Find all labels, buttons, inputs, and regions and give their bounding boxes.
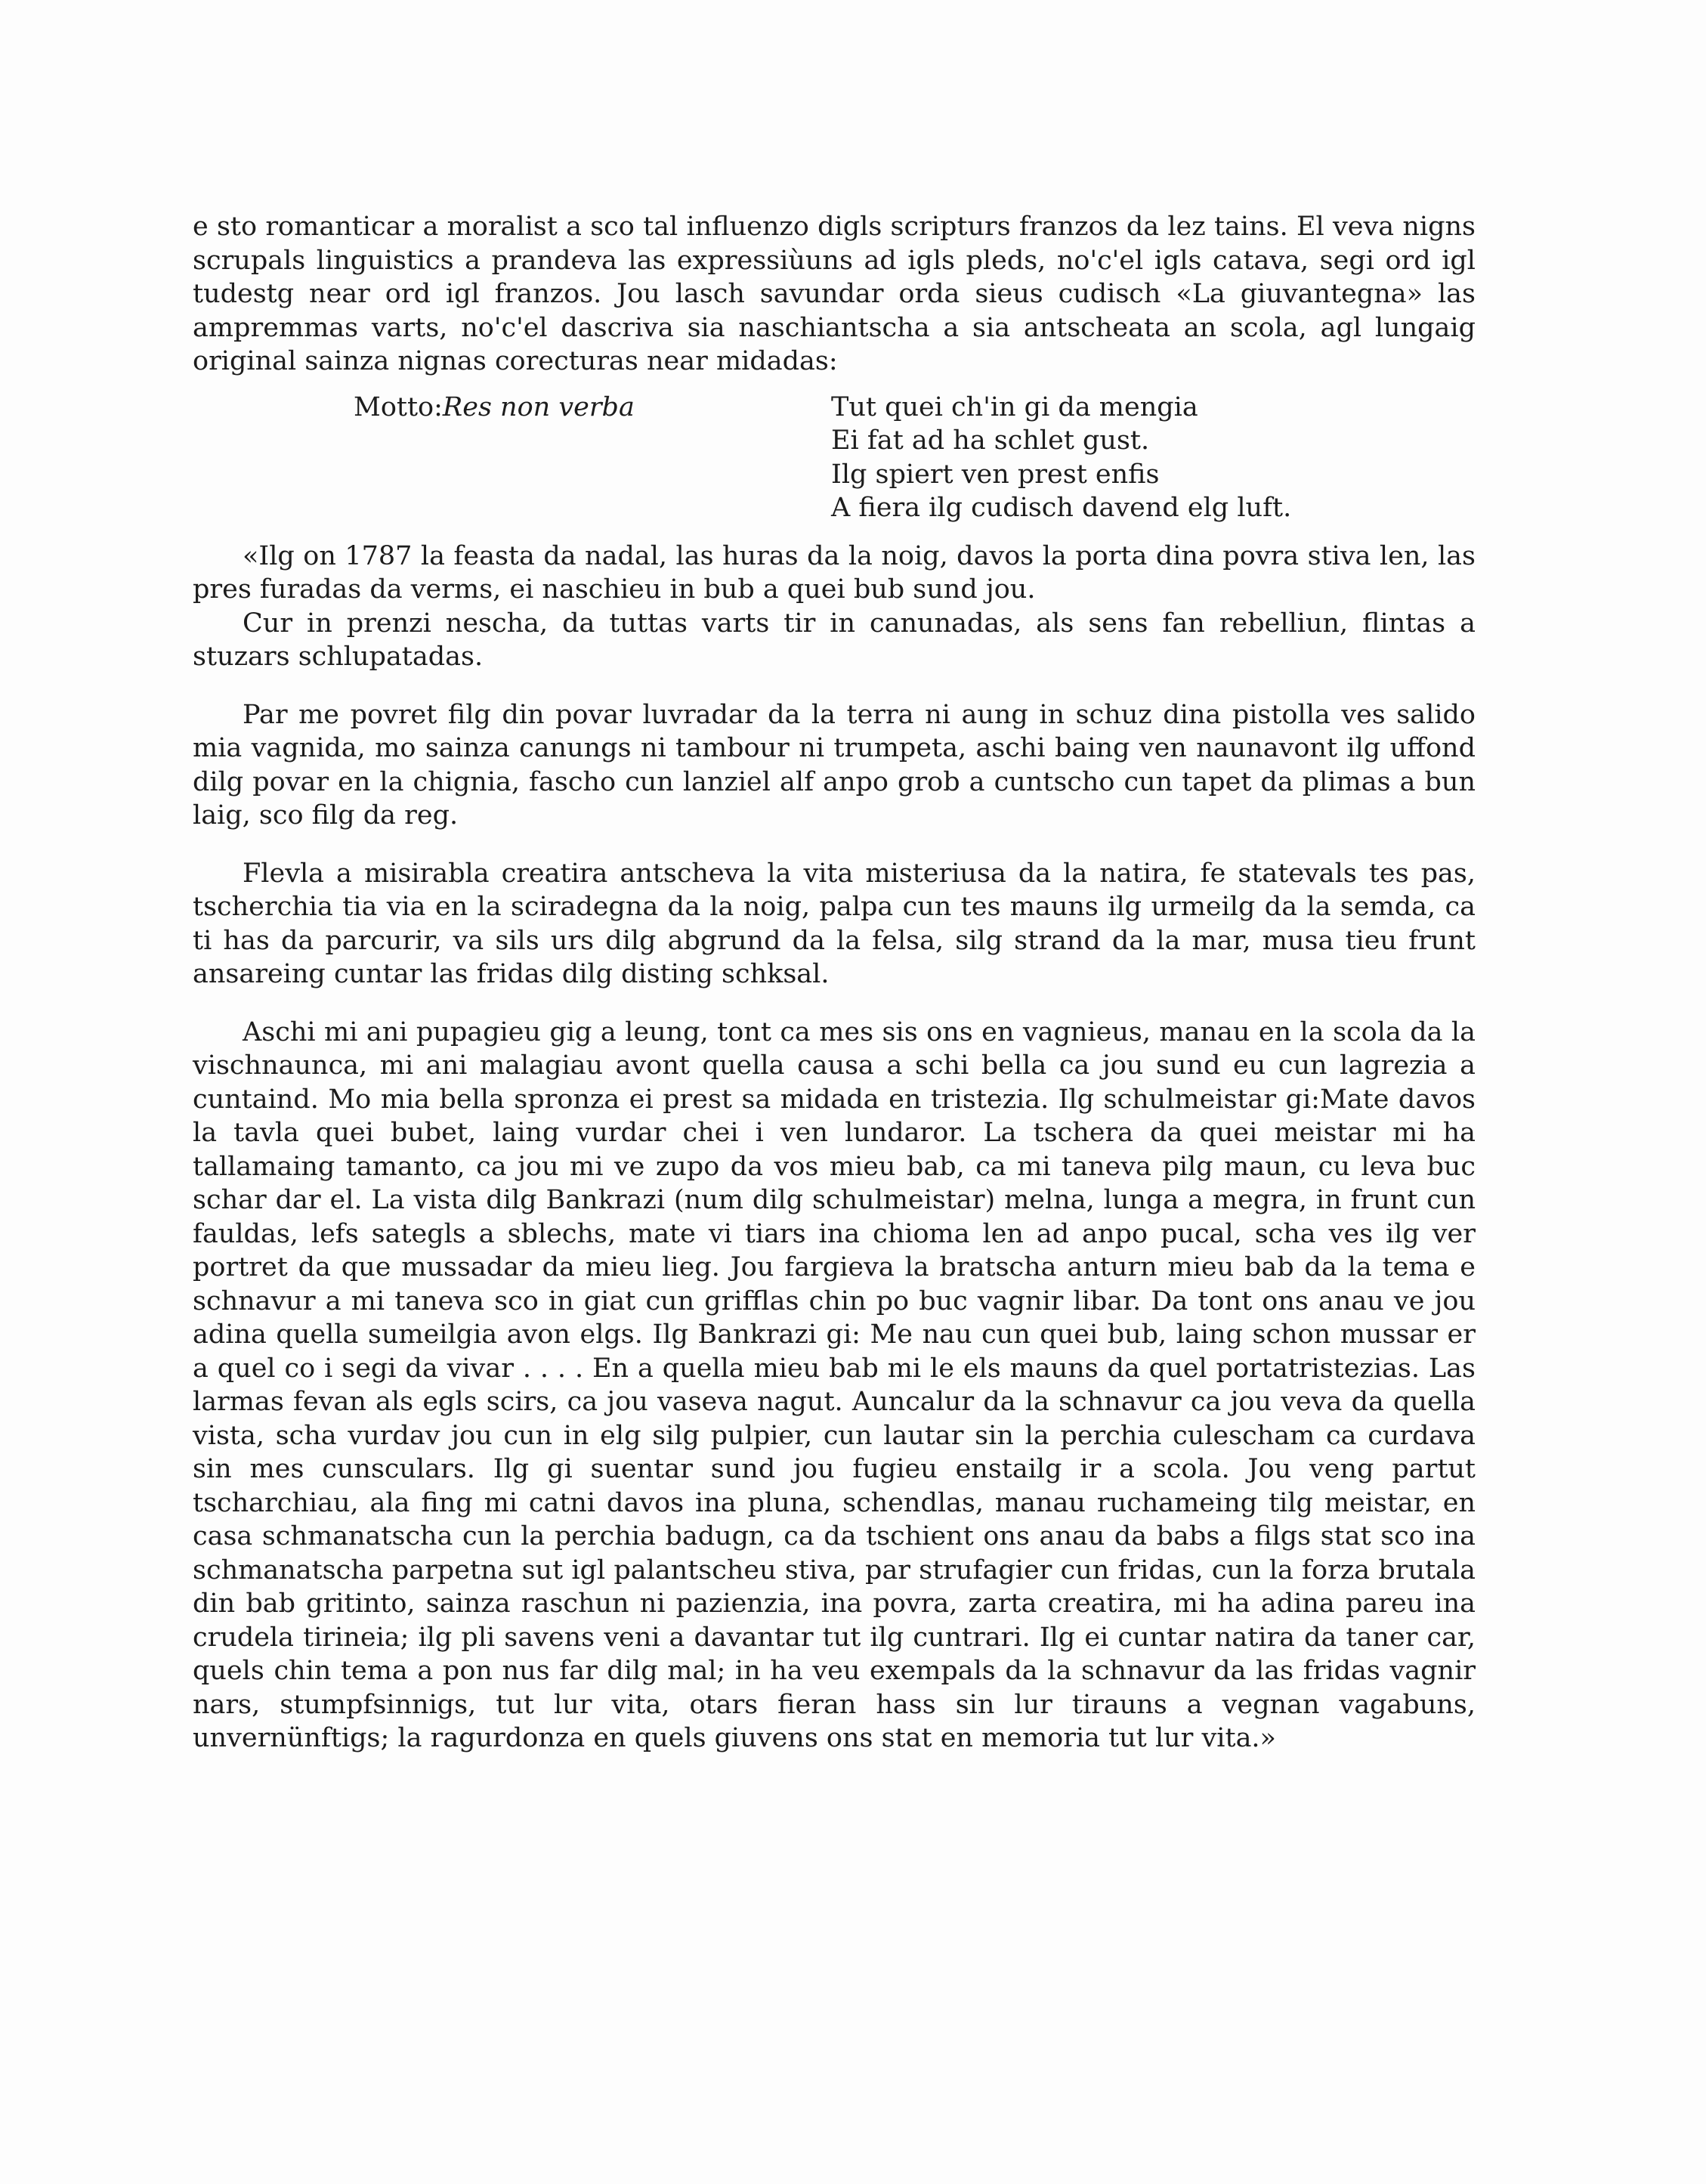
motto-label xyxy=(354,391,635,425)
text-column xyxy=(193,210,1476,1756)
verse-line: Tut quei ch'in gi da mengia xyxy=(831,391,1198,422)
body-paragraph: Par me povret filg din povar luvradar da la terra ni aung in schuz dina pistolla ves salido mia vagnida, mo sainza canungs ni tambour ni trumpeta, aschi baing ven naunavont ilg uffond dilg povar en la chignia, fascho cun lanziel alf anpo grob a cuntscho cun tapet da plimas a bun laig, sco filg da reg. xyxy=(193,699,1476,831)
verse-line: Ilg spiert ven prest enfis xyxy=(831,459,1160,490)
body-paragraph: Cur in prenzi nescha, da tuttas varts tir in canunadas, als sens fan rebelliun, flintas a stuzars schlupatadas. xyxy=(193,608,1476,672)
motto-verse xyxy=(831,391,1291,525)
body-paragraph: «Ilg on 1787 la feasta da nadal, las huras da la noig, davos la porta dina povra stiva len, las pres furadas da verms, ei naschieu in bub a quei bub sund jou. xyxy=(193,540,1476,605)
body-paragraph: Aschi mi ani pupagieu gig a leung, tont ca mes sis ons en vagnieus, manau en la scola da la vischnaunca, mi ani malagiau avont quella causa a schi bella ca jou sund eu cun lagrezia a cuntaind. Mo mia bella spronza ei prest sa midada en tristezia. Ilg schulmeistar gi:Mate davos la tavla quei bubet, laing vurdar chei i ven lundaror. La tschera da quei meistar mi ha tallamaing tamanto, ca jou mi ve zupo da vos mieu bab, ca mi taneva pilg maun, cu leva buc schar dar el. La vista dilg Bankrazi (num dilg schulmeistar) melna, lunga a megra, in frunt cun fauldas, lefs sategls a sblechs, mate vi tiars ina chioma len ad anpo pucal, scha ves ilg ver portret da que mussadar da mieu lieg. Jou fargieva la bratscha anturn mieu bab da la tema e schnavur a mi taneva sco in giat cun grifflas chin po buc vagnir libar. Da tont ons anau ve jou adina quella sumeilgia avon elgs. Ilg Bankrazi gi: Me nau cun quei bub, laing schon mussar er a quel co i segi da vivar . . . . En a quella mieu bab mi le els mauns da quel portatristezias. Las larmas fevan als egls scirs, ca jou vaseva nagut. Auncalur da la schnavur ca jou veva da quella vista, scha vurdav jou cun in elg silg pulpier, cun lautar sin la perchia culescham ca curdava sin mes cunsculars. Ilg gi suentar sund jou fugieu enstailg ir a scola. Jou veng partut tscharchiau, ala fing mi catni davos ina pluna, schendlas, manau ruchameing tilg meistar, en casa schmanatscha cun la perchia badugn, ca da tschient ons anau da babs a filgs stat sco ina schmanatscha parpetna sut igl palantscheu stiva, par strufagier cun fridas, cun la forza brutala din bab gritinto, sainza raschun ni pazienzia, ina povra, zarta creatira, mi ha adina pareu ina crudela tirineia; ilg pli savens veni a davantar tut ilg cuntrari. Ilg ei cuntar natira da taner car, quels chin tema a pon nus far dilg mal; in ha veu exempals da la schnavur da las fridas vagnir nars, stumpfsinnigs, tut lur vita, otars fieran hass sin lur tirauns a vegnan vagabuns, unvernünftigs; la ragurdonza en quels giuvens ons stat en memoria tut lur vita.» xyxy=(193,1016,1476,1753)
motto-block xyxy=(193,391,1476,529)
motto-phrase: Res non verba xyxy=(442,391,635,422)
motto-word: Motto: xyxy=(354,391,443,422)
verse-line: Ei fat ad ha schlet gust. xyxy=(831,425,1150,456)
intro-paragraph: e sto romanticar a moralist a sco tal influenzo digls scripturs franzos da lez tains. El veva nigns scrupals linguistics a prandeva las expressiùuns ad igls pleds, no'c'el igls catava, segi ord igl tudestg near ord igl franzos. Jou lasch savundar orda sieus cudisch «La giuvantegna» las ampremmas varts, no'c'el dascriva sia naschiantscha a sia antscheata an scola, agl lungaig original sainza nignas corecturas near midadas: xyxy=(193,212,1476,376)
body-paragraph: Flevla a misirabla creatira antscheva la vita misteriusa da la natira, fe statevals tes pas, tscherchia tia via en la sciradegna da la noig, palpa cun tes mauns ilg urmeilg da la semda, ca ti has da parcurir, va sils urs dilg abgrund da la felsa, silg strand da la mar, musa tieu frunt ansareing cuntar las fridas dilg disting schksal. xyxy=(193,858,1476,989)
verse-line: A fiera ilg cudisch davend elg luft. xyxy=(831,493,1292,523)
